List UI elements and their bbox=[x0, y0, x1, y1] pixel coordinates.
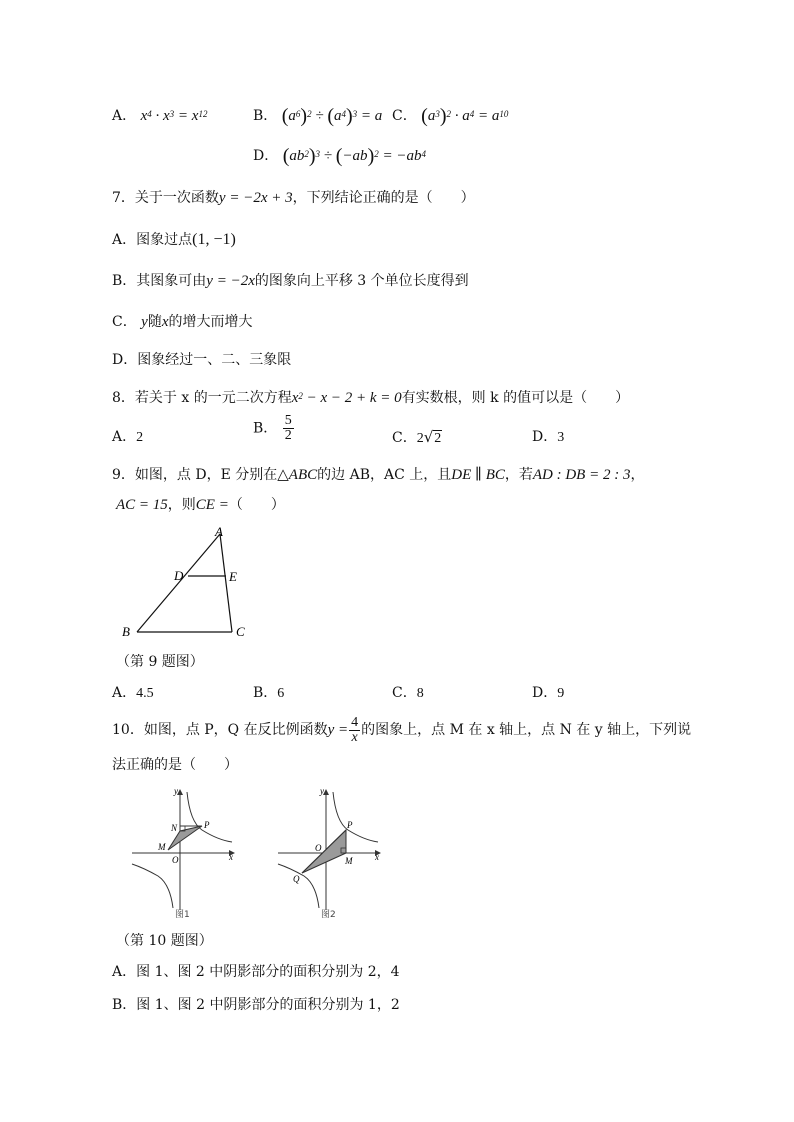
q9-text: ， bbox=[630, 467, 645, 483]
q7-option-c bbox=[112, 312, 253, 332]
fraction-numerator: 5 bbox=[284, 413, 292, 428]
q8-stem bbox=[112, 388, 629, 409]
option-value: 9 bbox=[557, 686, 565, 701]
label-c: C bbox=[236, 624, 245, 639]
option-value: 4.5 bbox=[136, 686, 154, 701]
option-label: D． bbox=[532, 429, 558, 445]
q9-ratio: AD : DB = 2 : 3 bbox=[532, 467, 631, 483]
label-o: O bbox=[315, 843, 322, 853]
fraction-denominator: x bbox=[351, 729, 358, 745]
q9-parallel: DE ∥ BC bbox=[451, 467, 505, 483]
q6-option-c bbox=[392, 106, 508, 127]
q6-b-formula: $(a^6)^2 \div (a^4)^3 = a$ bbox=[281, 105, 383, 127]
q6-d-formula: $(ab^2)^3 \div (-ab)^2 = -ab^4$ bbox=[282, 145, 426, 167]
option-label: A． bbox=[112, 685, 137, 701]
figure-1-title: 图1 bbox=[175, 910, 190, 920]
label-o: O bbox=[172, 855, 179, 865]
option-label: A． bbox=[112, 232, 137, 248]
label-a: A bbox=[215, 524, 223, 539]
q10-stem-line2: 法正确的是（ ） bbox=[112, 757, 238, 773]
fraction bbox=[283, 414, 294, 443]
option-value: 2 bbox=[136, 430, 144, 445]
q10-figure-2 bbox=[274, 784, 386, 920]
option-label: C． bbox=[392, 430, 417, 446]
option-label: C． bbox=[392, 108, 417, 124]
figure-2-title: 图2 bbox=[321, 910, 336, 920]
q10-figure-1 bbox=[128, 784, 240, 920]
option-label: D． bbox=[532, 685, 558, 701]
var-x: x bbox=[161, 314, 169, 330]
q8-equation: $x^2 - x - 2 + k = 0$ bbox=[291, 390, 402, 406]
q7-point: (1, −1) bbox=[192, 231, 236, 248]
fraction bbox=[349, 716, 360, 745]
label-p: P bbox=[204, 820, 210, 830]
q9-option-c bbox=[392, 683, 424, 704]
label-d: D bbox=[174, 568, 184, 583]
q10-caption: （第 10 题图） bbox=[116, 933, 213, 949]
q7-stem-prefix: 7．关于一次函数 bbox=[112, 190, 219, 206]
q8-option-b bbox=[253, 414, 295, 443]
option-text: 图象经过一、二、三象限 bbox=[137, 352, 292, 368]
option-label: B． bbox=[112, 273, 137, 289]
option-text: 的图象向上平移 3 个单位长度得到 bbox=[254, 273, 469, 289]
option-label: C． bbox=[392, 685, 417, 701]
q7-b-function: y = −2x bbox=[206, 273, 255, 289]
option-label: A． bbox=[112, 108, 137, 124]
q9-text: ，则 bbox=[167, 497, 196, 513]
q6-option-d bbox=[253, 146, 426, 167]
option-text: 图象过点 bbox=[136, 232, 193, 248]
q9-ac: AC = 15 bbox=[116, 497, 168, 513]
q7-option-d bbox=[112, 350, 291, 370]
label-x: x bbox=[375, 852, 379, 862]
q6-c-formula: $(a^3)^2 \cdot a^4 = a^{10}$ bbox=[421, 105, 509, 127]
q8-option-c bbox=[392, 427, 442, 449]
fraction-denominator: 2 bbox=[284, 428, 292, 443]
q6-a-formula: $x^4 \cdot x^3 = x^{12}$ bbox=[140, 108, 208, 124]
q9-triangle-figure bbox=[110, 522, 260, 644]
label-e: E bbox=[229, 569, 237, 584]
q8-stem-prefix: 8．若关于 x 的一元二次方程 bbox=[112, 390, 292, 406]
q7-option-a bbox=[112, 230, 236, 250]
q9-option-a bbox=[112, 683, 154, 704]
option-value: 8 bbox=[416, 686, 424, 701]
option-label: B． bbox=[253, 420, 278, 437]
fraction-numerator: 4 bbox=[351, 714, 359, 730]
label-y: y bbox=[174, 786, 178, 796]
q6-option-b bbox=[253, 106, 382, 127]
q9-ce: CE = bbox=[195, 497, 229, 513]
option-label: A． bbox=[112, 429, 137, 445]
q9-text: ，若 bbox=[504, 467, 533, 483]
q10-text: 10．如图，点 P，Q 在反比例函数 bbox=[112, 722, 328, 738]
option-text: 图 1、图 2 中阴影部分的面积分别为 2，4 bbox=[136, 964, 400, 980]
option-value: 3 bbox=[557, 430, 565, 445]
q8-option-a bbox=[112, 427, 143, 448]
option-label: B． bbox=[112, 997, 137, 1013]
q8-option-d bbox=[532, 427, 564, 448]
hyperbola-branch-1 bbox=[187, 792, 232, 842]
q7-option-b bbox=[112, 271, 469, 291]
option-label: B． bbox=[253, 108, 278, 124]
sqrt-icon: √ bbox=[423, 428, 434, 446]
q10-func-y: y = bbox=[327, 722, 349, 738]
q8-stem-suffix: 有实数根，则 k 的值可以是（ ） bbox=[401, 390, 630, 406]
label-q: Q bbox=[293, 874, 300, 884]
q9-text: （ ） bbox=[228, 497, 285, 513]
option-label: D． bbox=[112, 352, 138, 368]
label-x: x bbox=[229, 852, 233, 862]
q9-caption: （第 9 题图） bbox=[116, 654, 204, 670]
label-n: N bbox=[171, 823, 178, 833]
label-m: M bbox=[345, 856, 353, 866]
q7-stem-suffix: ，下列结论正确的是（ ） bbox=[292, 190, 475, 206]
option-text: 随 bbox=[147, 314, 162, 330]
q9-option-b bbox=[253, 683, 284, 704]
q10-stem-line1 bbox=[112, 715, 691, 745]
hyperbola-branch-3 bbox=[278, 864, 319, 908]
hyperbola-branch-1 bbox=[333, 792, 378, 842]
option-label: A． bbox=[112, 964, 137, 980]
label-y: y bbox=[320, 786, 324, 796]
q9-triangle: △ABC bbox=[277, 467, 318, 483]
radicand: 2 bbox=[434, 431, 442, 446]
option-label: B． bbox=[253, 685, 278, 701]
option-text: 其图象可由 bbox=[136, 273, 207, 289]
q7-function: y = −2x + 3 bbox=[218, 190, 293, 206]
label-m: M bbox=[158, 842, 166, 852]
option-label: C． bbox=[112, 314, 137, 330]
q6-option-a bbox=[112, 106, 207, 127]
q10-text: 的图象上，点 M 在 x 轴上，点 N 在 y 轴上，下列说 bbox=[361, 722, 692, 738]
option-label: D． bbox=[253, 148, 279, 164]
q7-stem bbox=[112, 188, 475, 208]
label-p: P bbox=[347, 820, 353, 830]
option-text: 图 1、图 2 中阴影部分的面积分别为 1，2 bbox=[136, 997, 400, 1013]
q9-text: 的边 AB，AC 上，且 bbox=[317, 467, 452, 483]
side-ab bbox=[137, 534, 220, 632]
q10-option-a bbox=[112, 962, 400, 982]
coefficient: 2 bbox=[416, 431, 424, 446]
q9-text: 9．如图，点 D，E 分别在 bbox=[112, 467, 278, 483]
hyperbola-branch-3 bbox=[132, 864, 173, 908]
q9-stem-line1 bbox=[112, 465, 644, 485]
var-y: y bbox=[141, 314, 148, 330]
q9-stem-line2 bbox=[116, 495, 285, 515]
q10-option-b bbox=[112, 995, 400, 1015]
option-value: 6 bbox=[277, 686, 285, 701]
q9-option-d bbox=[532, 683, 564, 704]
option-text: 的增大而增大 bbox=[168, 314, 253, 330]
label-b: B bbox=[122, 624, 130, 639]
